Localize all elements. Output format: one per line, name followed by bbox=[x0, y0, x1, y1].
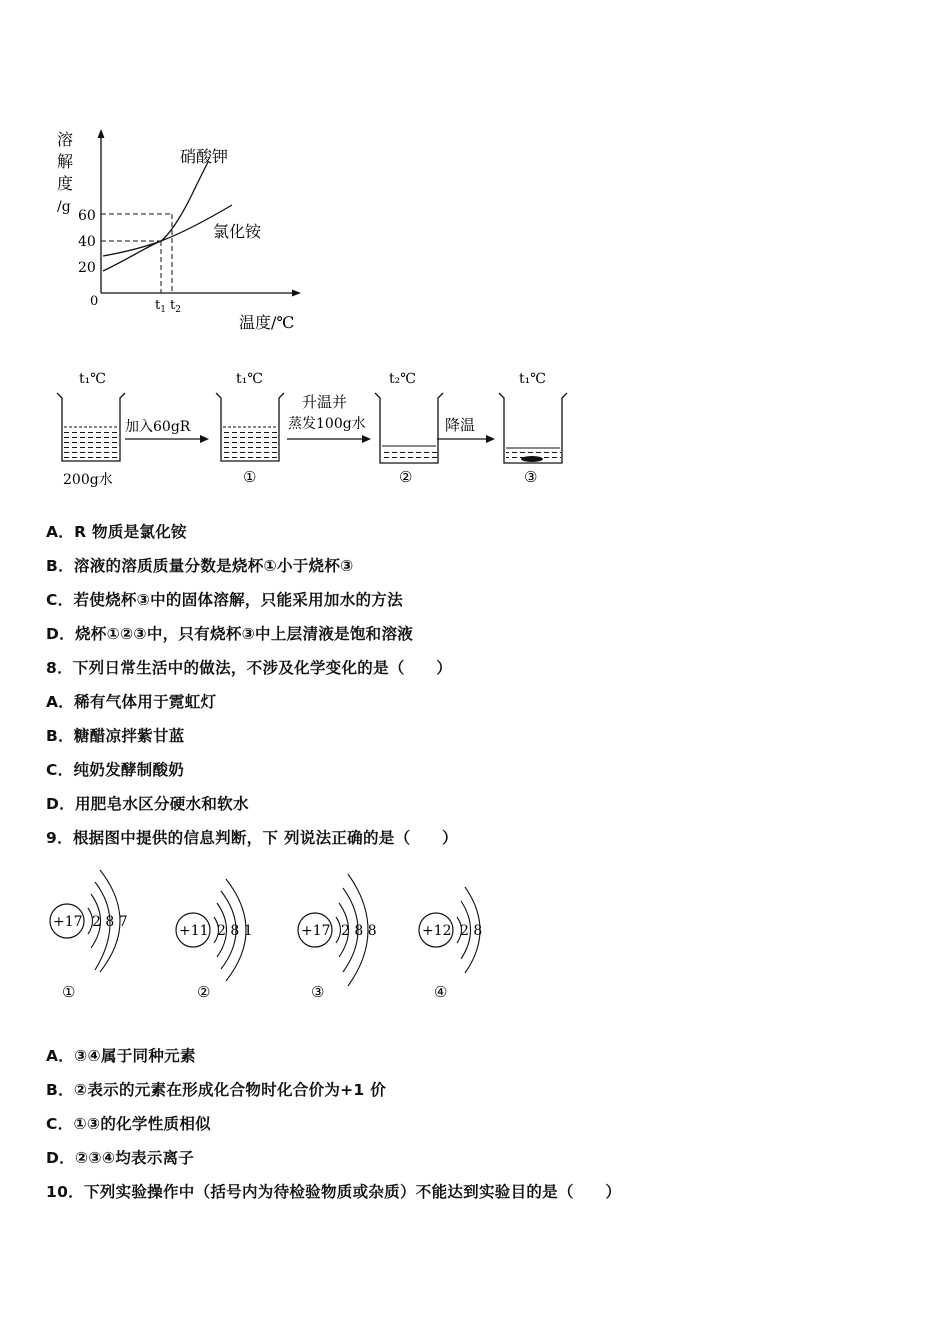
q7-option-b: B．溶液的溶质质量分数是烧杯①小于烧杯③ bbox=[46, 557, 354, 575]
graph-ylabel-3: 度 bbox=[57, 174, 74, 193]
t1-label: $t_1$ bbox=[155, 298, 166, 315]
beaker0-temp: t₁℃ bbox=[79, 371, 106, 387]
svg-text:2 8 1: 2 8 1 bbox=[217, 923, 253, 939]
atom-2 bbox=[176, 879, 253, 1001]
beaker2-temp: t₂℃ bbox=[389, 371, 416, 387]
q9-option-a: A．③④属于同种元素 bbox=[46, 1047, 196, 1065]
beaker3-label: ③ bbox=[524, 468, 538, 486]
step1-label: 加入60gR bbox=[125, 419, 191, 435]
tick-40: 40 bbox=[78, 234, 96, 250]
q7-option-a: A．R 物质是氯化铵 bbox=[46, 523, 187, 541]
beaker3-temp: t₁℃ bbox=[519, 371, 546, 387]
q8-option-d: D．用肥皂水区分硬水和软水 bbox=[46, 795, 249, 813]
arrow1-head bbox=[200, 435, 209, 443]
q9-option-b: B．②表示的元素在形成化合物时化合价为+1 价 bbox=[46, 1081, 387, 1099]
atom-1 bbox=[50, 870, 128, 1001]
beaker2-liquid bbox=[382, 449, 437, 462]
y-axis-arrow bbox=[98, 129, 105, 138]
svg-text:②: ② bbox=[197, 983, 211, 1001]
q7-option-c: C．若使烧杯③中的固体溶解，只能采用加水的方法 bbox=[46, 591, 403, 609]
graph-ylabel-1: 溶 bbox=[57, 130, 74, 149]
q8-option-b: B．糖醋凉拌紫甘蓝 bbox=[46, 727, 185, 745]
beaker3-precipitate bbox=[521, 456, 543, 462]
origin-label: 0 bbox=[90, 294, 99, 309]
q8-option-a: A．稀有气体用于霓虹灯 bbox=[46, 693, 217, 711]
beaker1-liquid bbox=[223, 430, 278, 460]
q8-option-c: C．纯奶发酵制酸奶 bbox=[46, 761, 185, 779]
beaker0-liquid bbox=[64, 430, 119, 460]
kno3-curve bbox=[103, 162, 208, 271]
svg-text:④: ④ bbox=[434, 983, 448, 1001]
svg-text:+17: +17 bbox=[53, 914, 83, 930]
q7-option-d: D．烧杯①②③中，只有烧杯③中上层清液是饱和溶液 bbox=[46, 625, 414, 643]
svg-text:①: ① bbox=[62, 983, 76, 1001]
graph-ylabel-4: /g bbox=[57, 199, 71, 215]
nh4cl-label: 氯化铵 bbox=[213, 222, 262, 241]
svg-text:2 8 7: 2 8 7 bbox=[92, 914, 128, 930]
step2-label-2: 蒸发100g水 bbox=[288, 416, 366, 432]
graph-ylabel-2: 解 bbox=[57, 152, 74, 171]
atom-4 bbox=[419, 887, 482, 1001]
water-label: 200g水 bbox=[63, 472, 113, 488]
q9-stem: 9．根据图中提供的信息判断，下 列说法正确的是（ ） bbox=[46, 829, 458, 847]
kno3-label: 硝酸钾 bbox=[180, 147, 229, 166]
beaker1-temp: t₁℃ bbox=[236, 371, 263, 387]
svg-text:+11: +11 bbox=[179, 923, 209, 939]
arrow2-head bbox=[362, 435, 371, 443]
svg-text:③: ③ bbox=[311, 983, 325, 1001]
step2-label-1: 升温并 bbox=[302, 393, 348, 411]
x-axis-arrow bbox=[292, 290, 301, 297]
atom-3 bbox=[298, 874, 377, 1001]
q9-option-d: D．②③④均表示离子 bbox=[46, 1149, 195, 1167]
graph-xlabel: 温度/℃ bbox=[239, 313, 295, 332]
q9-option-c: C．①③的化学性质相似 bbox=[46, 1115, 211, 1133]
svg-text:+17: +17 bbox=[301, 923, 331, 939]
svg-text:2 8: 2 8 bbox=[460, 923, 483, 939]
beaker2-label: ② bbox=[399, 468, 413, 486]
atom-structure-diagrams bbox=[0, 860, 520, 1010]
q10-stem: 10．下列实验操作中（括号内为待检验物质或杂质）不能达到实验目的是（ ） bbox=[46, 1183, 622, 1201]
beaker-experiment bbox=[0, 360, 600, 500]
step3-label: 降温 bbox=[445, 416, 476, 434]
tick-20: 20 bbox=[78, 260, 96, 276]
t2-label: $t_2$ bbox=[170, 298, 181, 315]
svg-text:2 8 8: 2 8 8 bbox=[341, 923, 377, 939]
tick-60: 60 bbox=[78, 208, 96, 224]
solubility-graph bbox=[0, 0, 330, 345]
arrow3-head bbox=[486, 435, 495, 443]
beaker1-label: ① bbox=[243, 468, 257, 486]
q8-stem: 8．下列日常生活中的做法，不涉及化学变化的是（ ） bbox=[46, 659, 453, 677]
svg-text:+12: +12 bbox=[422, 923, 452, 939]
